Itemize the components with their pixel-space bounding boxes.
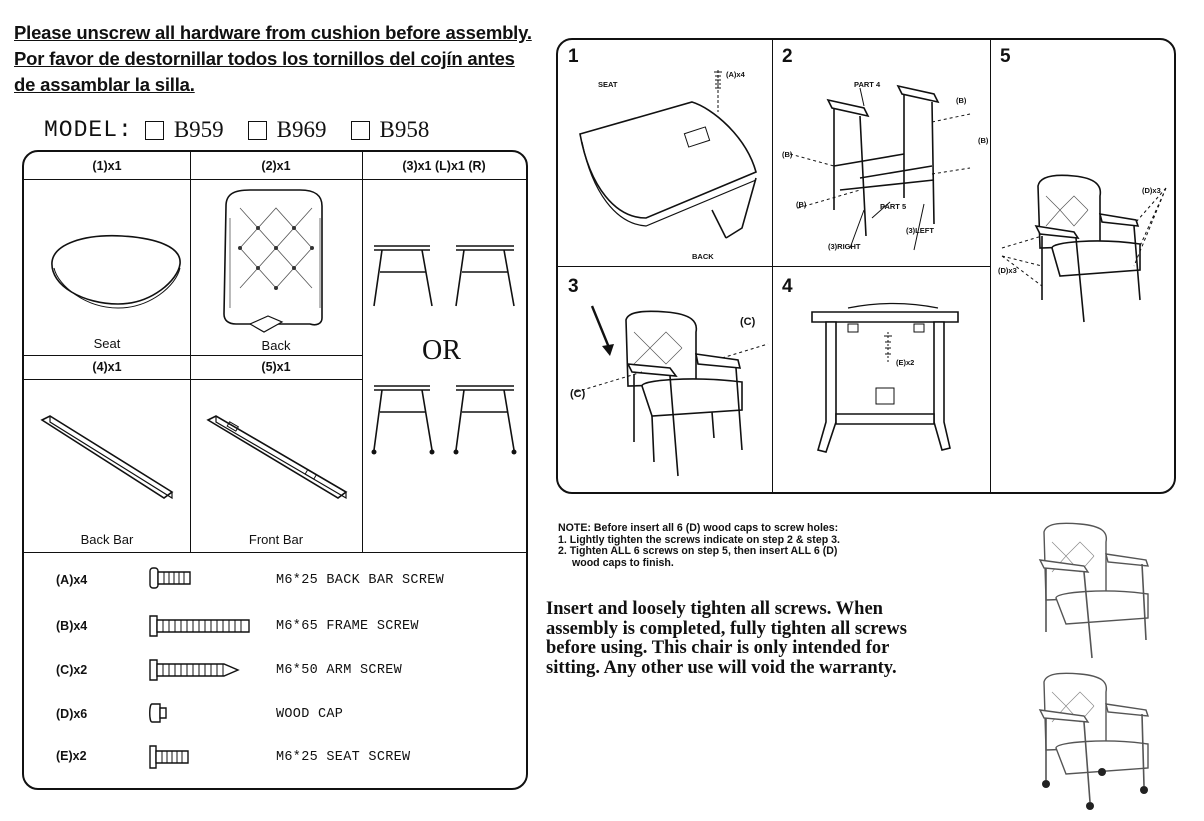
front-bar-illustration bbox=[206, 414, 350, 504]
note-title: NOTE: Before insert all 6 (D) wood caps to screw holes: bbox=[558, 522, 839, 534]
frame-screw-icon bbox=[148, 614, 252, 638]
model-option-b969: B969 bbox=[276, 117, 327, 142]
hardware-c-code: (C)x2 bbox=[56, 663, 88, 677]
step-4-illustration bbox=[808, 302, 968, 462]
step-2-number: 2 bbox=[782, 46, 793, 67]
front-bar-label: Front Bar bbox=[248, 532, 304, 547]
finished-chair-with-casters-illustration bbox=[1036, 668, 1156, 816]
hardware-e-code: (E)x2 bbox=[56, 749, 87, 763]
model-checkbox-b969[interactable] bbox=[248, 121, 267, 140]
step-2-left-label: (3)LEFT bbox=[906, 226, 934, 235]
part-5-title: (5)x1 bbox=[261, 360, 291, 374]
step-3-illustration bbox=[572, 302, 772, 482]
model-checkbox-b958[interactable] bbox=[351, 121, 370, 140]
model-option-b959: B959 bbox=[173, 117, 224, 142]
instructions-line-3: before using. This chair is only intended for bbox=[546, 638, 890, 658]
seat-label: Seat bbox=[93, 336, 121, 351]
side-frame-illustration-top bbox=[368, 236, 518, 316]
step-2-right-label: (3)RIGHT bbox=[828, 242, 861, 251]
back-bar-label: Back Bar bbox=[80, 532, 134, 547]
part-4-title: (4)x1 bbox=[92, 360, 122, 374]
seat-cushion-illustration bbox=[44, 224, 184, 314]
hardware-d-code: (D)x6 bbox=[56, 707, 88, 721]
hardware-b-desc: M6*65 FRAME SCREW bbox=[276, 619, 419, 634]
instructions-line-4: sitting. Any other use will void the warranty. bbox=[546, 657, 897, 678]
step-3-c-label-bottom: (C) bbox=[570, 388, 586, 400]
step-2-part5-label: PART 5 bbox=[880, 202, 907, 211]
model-selector bbox=[44, 117, 453, 143]
step-2-b-label-1: (B) bbox=[956, 96, 967, 105]
note-item-2: 2. Tighten ALL 6 screws on step 5, then insert ALL 6 (D) bbox=[558, 545, 838, 558]
seat-screw-icon bbox=[148, 744, 192, 770]
step-1-seat-label: SEAT bbox=[598, 80, 618, 89]
step-2-part4-label: PART 4 bbox=[854, 80, 881, 89]
or-text: OR bbox=[422, 335, 461, 366]
assembly-steps-panel bbox=[556, 38, 1176, 494]
step-1-number: 1 bbox=[568, 46, 579, 67]
step-5-d-label-right: (D)x3 bbox=[1142, 186, 1161, 195]
instructions-line-2: assembly is completed, fully tighten all screws bbox=[546, 618, 907, 639]
hardware-b-code: (B)x4 bbox=[56, 619, 88, 633]
model-label: MODEL: bbox=[44, 117, 133, 143]
warning-spanish-line1: Por favor de destornillar todos los tornillos del cojín antes bbox=[14, 48, 515, 69]
part-3-title: (3)x1 (L)x1 (R) bbox=[402, 159, 486, 173]
hardware-a-desc: M6*25 BACK BAR SCREW bbox=[276, 573, 445, 588]
hardware-e-desc: M6*25 SEAT SCREW bbox=[276, 750, 411, 765]
step-5-number: 5 bbox=[1000, 46, 1011, 67]
model-option-b958: B958 bbox=[379, 117, 430, 142]
back-bar-illustration bbox=[40, 414, 180, 504]
warning-english: Please unscrew all hardware from cushion before assembly. bbox=[14, 22, 532, 43]
hardware-c-desc: M6*50 ARM SCREW bbox=[276, 663, 403, 678]
step-4-number: 4 bbox=[782, 276, 793, 297]
step-5-d-label-left: (D)x3 bbox=[998, 266, 1017, 275]
note-item-2-continued: wood caps to finish. bbox=[572, 556, 674, 569]
back-bar-screw-icon bbox=[148, 566, 192, 590]
warning-spanish-line2: de assamblar la silla. bbox=[14, 74, 195, 95]
step-2-b-label-2: (B) bbox=[782, 150, 793, 159]
instructions-line-1: Insert and loosely tighten all screws. When bbox=[546, 599, 883, 619]
finished-chair-illustration bbox=[1036, 518, 1156, 660]
back-label: Back bbox=[261, 338, 291, 353]
step-3-number: 3 bbox=[568, 276, 579, 297]
step-1-illustration bbox=[576, 68, 766, 258]
warranty-instructions bbox=[546, 600, 907, 678]
model-checkbox-b959[interactable] bbox=[145, 121, 164, 140]
step-2-illustration bbox=[784, 78, 974, 258]
step-1-screw-label: (A)x4 bbox=[726, 70, 745, 79]
hardware-a-code: (A)x4 bbox=[56, 573, 88, 587]
parts-list-panel bbox=[22, 150, 528, 790]
step-3-c-label-top: (C) bbox=[740, 316, 756, 328]
step-1-back-label: BACK bbox=[692, 252, 714, 261]
step-2-b-label-3: (B) bbox=[978, 136, 989, 145]
assembly-note bbox=[558, 523, 840, 569]
back-cushion-illustration bbox=[220, 188, 326, 336]
wood-cap-icon bbox=[148, 701, 170, 725]
part-1-title: (1)x1 bbox=[92, 159, 122, 173]
step-2-b-label-4: (B) bbox=[796, 200, 807, 209]
side-frame-illustration-bottom bbox=[368, 382, 518, 462]
arm-screw-icon bbox=[148, 658, 242, 682]
part-2-title: (2)x1 bbox=[261, 159, 291, 173]
hardware-d-desc: WOOD CAP bbox=[276, 707, 344, 722]
step-4-e-label: (E)x2 bbox=[896, 358, 915, 367]
note-item-1: 1. Lightly tighten the screws indicate on step 2 & step 3. bbox=[558, 533, 840, 546]
